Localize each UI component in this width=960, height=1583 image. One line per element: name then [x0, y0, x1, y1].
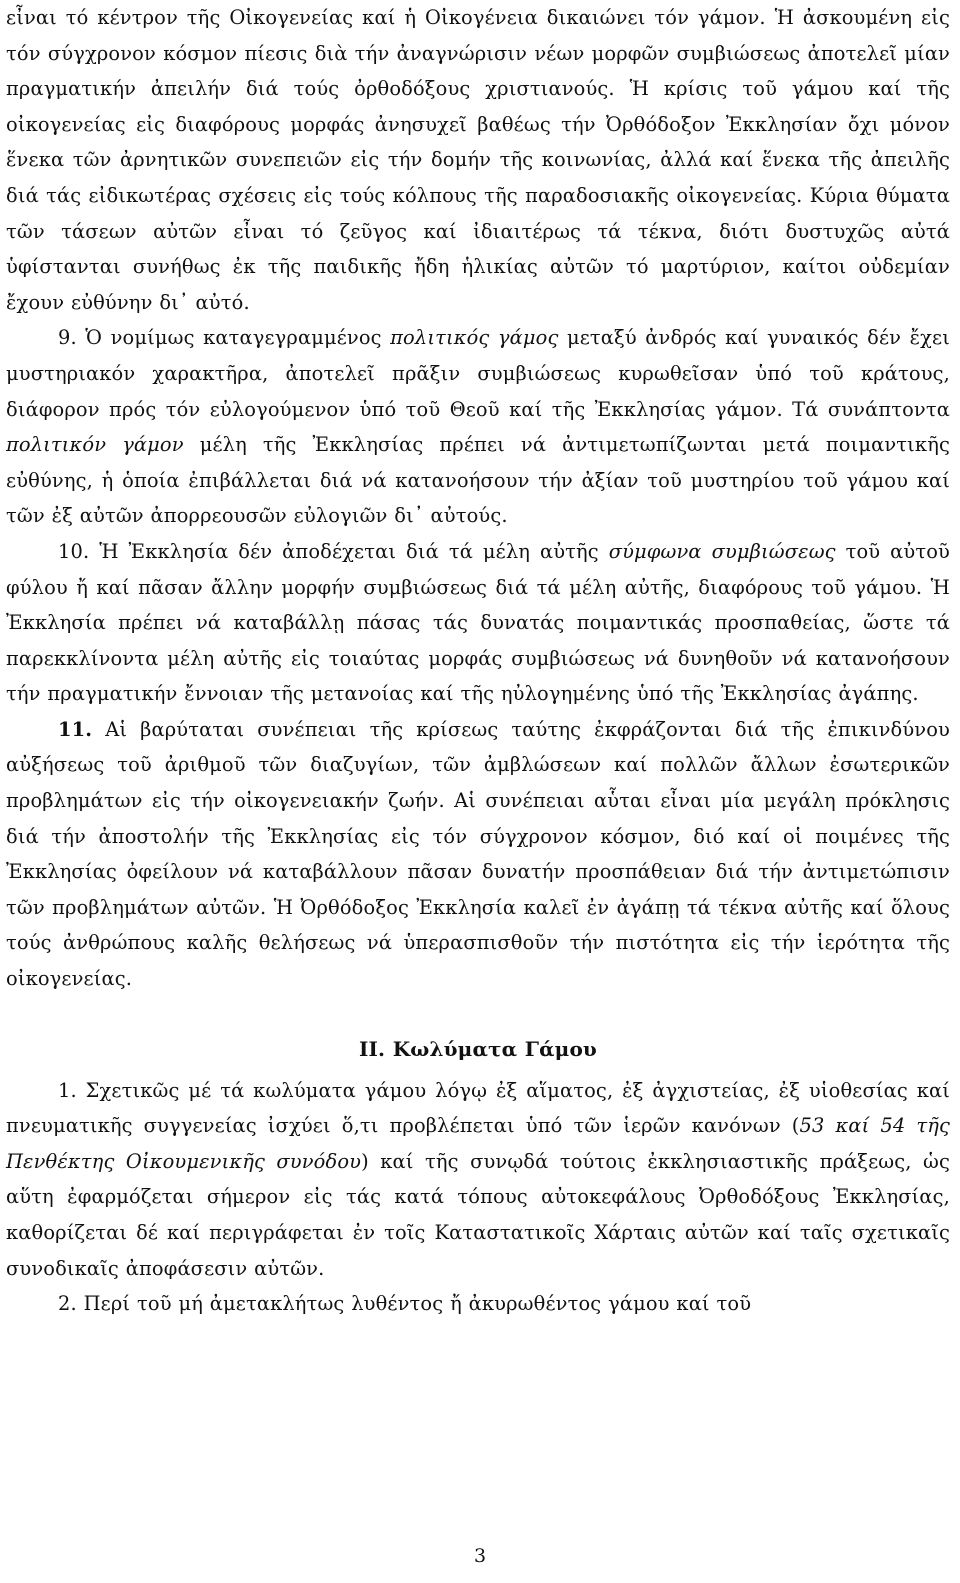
italic-text-run: σύμφωνα συμβιώσεως — [608, 539, 836, 563]
text-run: Αἱ βαρύταται συνέπειαι τῆς κρίσεως ταύτης ἐκφράζονται διά τῆς ἐπικινδύνου αὐξήσεως τοῦ ἀριθμοῦ τῶν διαζυγίων, τῶν ἀμβλώσεων καί πολλῶν ἄλλων ἐσωτερικῶν προβλημάτων εἰς τήν οἰκογενειακήν ζωήν. Αἱ συνέπειαι αὗται εἶναι μία μεγάλη πρόκλησις διά τήν ἀποστολήν τῆς Ἐκκλησίας εἰς τόν σύγχρονον κόσμον, διό καί οἱ ποιμένες τῆς Ἐκκλησίας ὀφείλουν νά καταβάλλουν πᾶσαν δυνατήν προσπάθειαν διά τήν ἀντιμετώπισιν τῶν προβλημάτων αὐτῶν. Ἡ Ὀρθόδοξος Ἐκκλησία καλεῖ ἐν ἀγάπῃ τά τέκνα αὐτῆς καί ὅλους τούς ἀνθρώπους καλῆς θελήσεως νά ὑπερασπισθοῦν τήν πιστότητα εἰς τήν ἱερότητα τῆς οἰκογενείας. — [6, 717, 950, 991]
paragraph-10 — [6, 534, 950, 712]
text-run: μέλη τῆς Ἐκκλησίας πρέπει νά ἀντιμετωπίζωνται μετά ποιμαντικῆς εὐθύνης, ἡ ὁποία ἐπιβάλλεται διά νά κατανοήσουν τήν ἀξίαν τοῦ μυστηρίου τοῦ γάμου καί τῶν ἐξ αὐτῶν ἀπορρεουσῶν εὐλογιῶν δι᾽ αὐτούς. — [6, 433, 950, 528]
paragraph-impediments-1 — [6, 1073, 950, 1287]
paragraph-impediments-2 — [6, 1286, 950, 1322]
italic-text-run: 53 καί 54 τῆς Πενθέκτης Οἰκουμενικῆς συνόδου — [6, 1114, 950, 1173]
paragraph-continuation — [6, 0, 950, 320]
page-number: 3 — [473, 1545, 487, 1567]
text-run: 10. Ἡ Ἐκκλησία δέν ἀποδέχεται διά τά μέλη αὐτῆς — [58, 539, 609, 563]
text-run: 9. Ὁ νομίμως καταγεγραμμένος — [58, 326, 391, 350]
bold-text-run: 11. — [58, 717, 93, 741]
text-run: 2. Περί τοῦ μή ἀμετακλήτως λυθέντος ἤ ἀκυρωθέντος γάμου καί τοῦ — [58, 1292, 752, 1316]
text-run: εἶναι τό κέντρον τῆς Οἰκογενείας καί ἡ Οἰκογένεια δικαιώνει τόν γάμον. Ἡ ἀσκουμένη εἰς τόν σύγχρονον κόσμον πίεσις διὰ τήν ἀναγνώρισιν νέων μορφῶν συμβιώσεως ἀποτελεῖ μίαν πραγματικήν ἀπειλήν διά τούς ὀρθοδόξους χριστιανούς. Ἡ κρίσις τοῦ γάμου καί τῆς οἰκογενείας εἰς διαφόρους μορφάς ἀνησυχεῖ βαθέως τήν Ὀρθόδοξον Ἐκκλησίαν ὄχι μόνον ἕνεκα τῶν ἀρνητικῶν συνεπειῶν εἰς τήν δομήν τῆς κοινωνίας, ἀλλά καί ἕνεκα τῆς ἀπειλῆς διά τάς εἰδικωτέρας σχέσεις εἰς τούς κόλπους τῆς παραδοσιακῆς οἰκογενείας. Κύρια θύματα τῶν τάσεων αὐτῶν εἶναι τό ζεῦγος καί ἰδιαιτέρως τά τέκνα, διότι δυστυχῶς αὐτά ὑφίστανται συνήθως ἐκ τῆς παιδικῆς ἤδη ἡλικίας αὐτῶν τό μαρτύριον, καίτοι οὐδεμίαν ἔχουν εὐθύνην δι᾽ αὐτό. — [6, 6, 950, 314]
italic-text-run: πολιτικός γάμος — [390, 326, 559, 350]
text-run: 1. Σχετικῶς μέ τά κωλύματα γάμου λόγῳ ἐξ αἵματος, ἐξ ἀγχιστείας, ἐξ υἱοθεσίας καί πνευματικῆς συγγενείας ἰσχύει ὅ,τι προβλέπεται ὑπό τῶν ἱερῶν κανόνων ( — [6, 1078, 950, 1138]
text-run: μεταξύ ἀνδρός καί γυναικός δέν ἔχει μυστηριακόν χαρακτῆρα, ἀποτελεῖ πρᾶξιν συμβιώσεως κυρωθεῖσαν ὑπό τοῦ κράτους, διάφορον πρός τόν εὐλογούμενον ὑπό τοῦ Θεοῦ καί τῆς Ἐκκλησίας γάμον. Τά συνάπτοντα — [6, 326, 951, 421]
section-heading: II. Κωλύματα Γάμου — [359, 1036, 597, 1061]
paragraph-11 — [6, 712, 950, 997]
text-run: ) καί τῆς συνῳδά τούτοις ἐκκλησιαστικῆς πράξεως, ὡς αὕτη ἐφαρμόζεται σήμερον εἰς τάς κατά τόπους αὐτοκεφάλους Ὀρθοδόξους Ἐκκλησίας, καθορίζεται δέ καί περιγράφεται ἐν τοῖς Καταστατικοῖς Χάρταις αὐτῶν καί ταῖς σχετικαῖς συνοδικαῖς ἀποφάσεσιν αὐτῶν. — [6, 1149, 950, 1280]
paragraph-9 — [6, 320, 950, 534]
italic-text-run: πολιτικόν γάμον — [6, 433, 184, 457]
body-text — [6, 0, 950, 1322]
text-run: τοῦ αὐτοῦ φύλου ἤ καί πᾶσαν ἄλλην μορφήν συμβιώσεως διά τά μέλη αὐτῆς, διαφόρους τοῦ γάμου. Ἡ Ἐκκλησία πρέπει νά καταβάλλῃ πάσας τάς δυνατάς ποιμαντικάς προσπαθείας, ὥστε τά παρεκκλίνοντα μέλη αὐτῆς εἰς τοιαύτας μορφάς συμβιώσεως νά δυνηθοῦν νά κατανοήσουν τήν πραγματικήν ἔννοιαν τῆς μετανοίας καί τῆς ηὐλογημένης ὑπό τῆς Ἐκκλησίας ἀγάπης. — [6, 539, 950, 706]
